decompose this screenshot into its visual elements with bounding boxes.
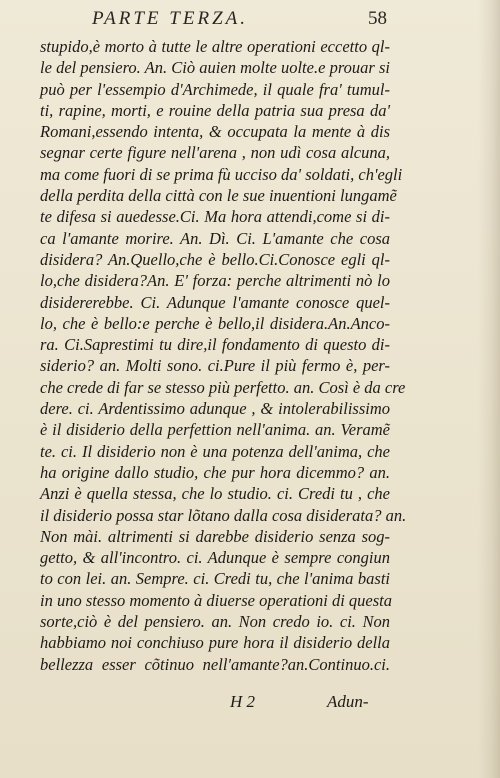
text-line: lo, che è bello:e perche è bello,il disidera.An.Anco-	[40, 313, 390, 333]
text-line: bellezza esser cõtinuo nell'amante?an.Continuo.ci.	[40, 654, 390, 674]
text-line: Anzi è quella stessa, che lo studio. ci. Credi tu , che	[40, 484, 390, 504]
page-gutter-shadow	[478, 0, 500, 778]
text-line: in uno stesso momento à diuerse operationi di questa	[40, 590, 392, 610]
text-line: ti, rapine, morti, e rouine della patria sua presa da'	[40, 100, 390, 120]
text-line: disidera? An.Quello,che è bello.Ci.Conosce egli ql-	[40, 249, 390, 269]
text-line: è il disiderio della perfettion nell'anima. an. Veramẽ	[40, 420, 390, 440]
text-line: disidererebbe. Ci. Adunque l'amante conosce quel-	[40, 292, 390, 312]
text-line: il disiderio possa star lõtano dalla cosa disiderata? an.	[40, 505, 407, 525]
text-line: ma come fuori di se prima fù ucciso da' soldati, ch'egli	[40, 164, 403, 184]
text-line: che crede di far se stesso più perfetto. an. Così è da cre	[40, 377, 406, 397]
text-line: dere. ci. Ardentissimo adunque , & intolerabilissimo	[40, 399, 390, 419]
text-line: ra. Ci.Saprestimi tu dire,il fondamento di questo di-	[40, 335, 390, 355]
text-line: può per l'essempio d'Archimede, il quale fra' tumul-	[40, 79, 390, 99]
page-number: 58	[368, 8, 387, 29]
text-line: sorte,ciò è del pensiero. an. Non credo io. ci. Non	[40, 612, 390, 632]
page-header	[0, 8, 500, 34]
text-line: habbiamo noi conchiuso pure hora il disiderio della	[40, 633, 390, 653]
text-line: della perdita della città con le sue inuentioni lungamẽ	[40, 186, 397, 206]
page-footer	[0, 692, 500, 716]
text-line: ha origine dallo studio, che pur hora dicemmo? an.	[40, 462, 390, 482]
text-line: to con lei. an. Sempre. ci. Credi tu, che l'anima basti	[40, 569, 390, 589]
text-line: te difesa si auedesse.Ci. Ma hora attendi,come si di-	[40, 207, 390, 227]
signature-mark: H 2	[230, 692, 256, 711]
text-line: lo,che disidera?An. E' forza: perche altrimenti nò lo	[40, 271, 390, 291]
text-line: getto, & all'incontro. ci. Adunque è sempre congiun	[40, 548, 390, 568]
text-line: Non mài. altrimenti si darebbe disiderio senza sog-	[40, 526, 390, 546]
text-line: stupido,è morto à tutte le altre operationi eccetto ql-	[40, 37, 390, 56]
running-head: PARTE TERZA.	[92, 8, 248, 29]
text-line: segnar certe figure nell'arena , non udì cosa alcuna,	[40, 143, 390, 163]
catchword: Adun-	[327, 692, 369, 711]
body-text	[40, 36, 407, 675]
text-line: ca l'amante morire. An. Dì. Ci. L'amante che cosa	[40, 228, 390, 248]
text-line: te. ci. Il disiderio non è una potenza dell'anima, che	[40, 441, 390, 461]
text-line: Romani,essendo intenta, & occupata la mente à dis	[40, 122, 390, 142]
text-line: le del pensiero. An. Ciò auien molte uolte.e prouar si	[40, 58, 390, 78]
text-line: siderio? an. Molti sono. ci.Pure il più fermo è, per-	[40, 356, 390, 376]
